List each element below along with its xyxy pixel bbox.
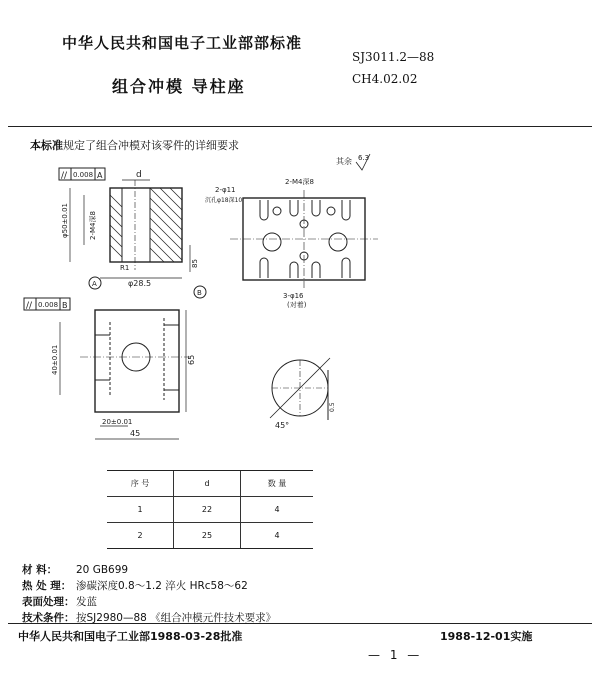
roughness-label: 其余 bbox=[336, 157, 352, 166]
intro-rest: 规定了组合冲模对该零件的详细要求 bbox=[63, 139, 239, 152]
approval-text: 中华人民共和国电子工业部1988-03-28批准 bbox=[18, 630, 243, 643]
table-header-cell: 序 号 bbox=[107, 471, 174, 497]
holes2-text: 2-φ11 bbox=[215, 186, 236, 194]
angle-text: 45° bbox=[275, 421, 290, 430]
table-cell: 4 bbox=[241, 523, 314, 549]
svg-text:B: B bbox=[197, 289, 202, 297]
tol1-text: 0.008 bbox=[73, 171, 94, 179]
surface-treatment-line bbox=[22, 594, 97, 609]
document-title: 组合冲模 导柱座 bbox=[112, 77, 246, 96]
dim-phi28: φ28.5 bbox=[128, 279, 152, 288]
d-label: d bbox=[136, 170, 142, 180]
table-row bbox=[107, 523, 313, 549]
tech-key: 技术条件： bbox=[22, 612, 75, 624]
footer-divider bbox=[8, 623, 592, 624]
datum-a-text: A bbox=[97, 171, 103, 180]
datum-b-text: B bbox=[62, 301, 68, 310]
intro-bold: 本标准 bbox=[30, 139, 63, 152]
dim-45: 45 bbox=[130, 429, 141, 438]
page-number: — 1 — bbox=[368, 648, 423, 662]
dim-20: 20±0.01 bbox=[102, 418, 133, 426]
material-key: 材 料： bbox=[22, 564, 58, 576]
top-view bbox=[205, 154, 378, 309]
table-cell: 2 bbox=[107, 523, 174, 549]
material-line bbox=[22, 562, 128, 577]
detail-view bbox=[270, 358, 336, 430]
table-header-cell: d bbox=[174, 471, 241, 497]
heat-value: 渗碳深度0.8～1.2 淬火 HRc58～62 bbox=[76, 580, 248, 592]
standard-code: SJ3011.2—88 bbox=[352, 50, 435, 64]
heat-key: 热 处 理： bbox=[22, 580, 72, 592]
standard-org-title: 中华人民共和国电子工业部部标准 bbox=[62, 34, 303, 52]
svg-text:A: A bbox=[92, 280, 97, 288]
table-header-row bbox=[107, 471, 313, 497]
roughness-value: 6.3 bbox=[358, 154, 370, 162]
tol2-text: 0.008 bbox=[38, 301, 59, 309]
material-value: 20 GB699 bbox=[76, 564, 129, 576]
table-cell: 4 bbox=[241, 497, 314, 523]
technical-drawing bbox=[0, 150, 600, 460]
dim-phi50: φ50±0.01 bbox=[61, 203, 69, 238]
implementation-date: 1988-12-01实施 bbox=[440, 630, 533, 643]
surface-value: 发蓝 bbox=[76, 596, 97, 608]
table-cell: 22 bbox=[174, 497, 241, 523]
svg-text://: // bbox=[26, 301, 33, 311]
table-cell: 25 bbox=[174, 523, 241, 549]
holes3-text: 3-φ16 bbox=[283, 292, 304, 300]
holes3b-text: (对着) bbox=[287, 301, 307, 309]
table-header-cell: 数 量 bbox=[241, 471, 314, 497]
dim-r1: R1 bbox=[120, 264, 130, 272]
part-code: CH4.02.02 bbox=[352, 72, 418, 86]
size-table bbox=[107, 470, 313, 549]
holes2b-text: 沉孔φ18深10 bbox=[205, 197, 243, 204]
heat-treatment-line bbox=[22, 578, 248, 593]
table-cell: 1 bbox=[107, 497, 174, 523]
tech-value: 按SJ2980—88 《组合冲模元件技术要求》 bbox=[76, 612, 277, 624]
section-view bbox=[59, 168, 199, 289]
header-divider bbox=[8, 126, 592, 127]
side-view bbox=[24, 286, 206, 439]
dim-m4: 2-M4深8 bbox=[89, 211, 97, 240]
holes1-text: 2-M4深8 bbox=[285, 178, 314, 186]
chamfer-text: 0.5 bbox=[329, 402, 336, 412]
surface-key: 表面处理： bbox=[22, 596, 75, 608]
svg-text://: // bbox=[61, 171, 68, 181]
dim-65: 65 bbox=[187, 354, 196, 365]
dim-85: 85 bbox=[191, 259, 199, 268]
dim-40: 40±0.01 bbox=[51, 344, 59, 375]
table-row bbox=[107, 497, 313, 523]
